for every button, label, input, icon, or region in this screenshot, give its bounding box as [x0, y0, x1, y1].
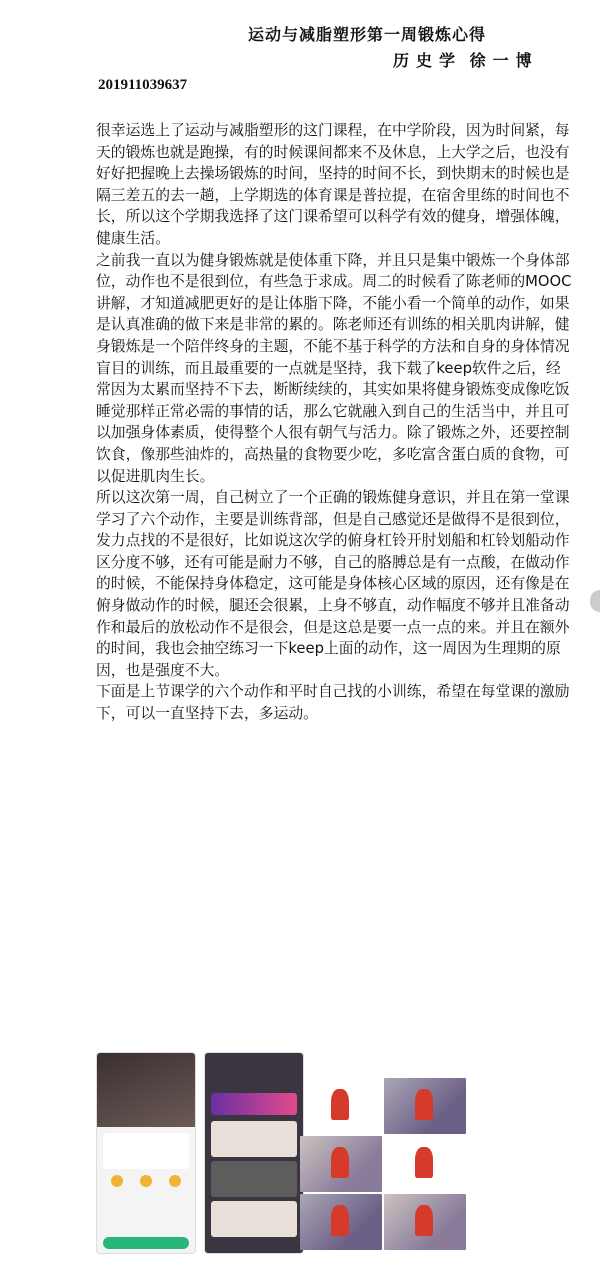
exercise-photo [300, 1194, 382, 1250]
document-title: 运动与减脂塑形第一周锻炼心得 [248, 25, 487, 44]
exercise-photo [384, 1136, 466, 1192]
paragraph-2: 之前我一直以为健身锻炼就是使体重下降，并且只是集中锻炼一个身体部位，动作也不是很到位，有些急于求成。周二的时候看了陈老师的MOOC讲解，才知道减肥更好的是让体脂下降，不能小看一个简单的动作，如果是认真准确的做下来是非常的累的。陈老师还有训练的相关肌肉讲解，健身锻炼是一个陪伴终身的主题，不能不基于科学的方法和自身的身体情况盲目的训练，而且最重要的一点就是坚持，我下载了keep软件之后，经常因为太累而坚持不下去，断断续续的，其实如果将健身锻炼变成像吃饭睡觉那样正常必需的事情的话，那么它就融入到自己的生活当中，并且可以加强身体素质，使得整个人很有朝气与活力。除了锻炼之外，还要控制饮食，像那些油炸的，高热量的食物要少吃，多吃富含蛋白质的食物，可以促进肌肉生长。 [96, 251, 572, 485]
exercise-photo [300, 1136, 382, 1192]
screenshot-course-tile [211, 1201, 297, 1237]
screenshot-banner [211, 1093, 297, 1115]
exercise-photo [300, 1078, 382, 1134]
author-line [393, 48, 539, 71]
screenshot-course-tile [211, 1161, 297, 1197]
screenshot-green-button [103, 1237, 189, 1249]
app-screenshot-checkin [96, 1052, 196, 1254]
scroll-handle[interactable] [590, 590, 600, 612]
exercise-photo-grid [300, 1078, 466, 1250]
student-id: 201911039637 [98, 77, 188, 93]
emoji-icon [169, 1175, 181, 1187]
app-screenshot-courses [204, 1052, 304, 1254]
screenshot-card [103, 1133, 189, 1169]
author-name: 徐一博 [469, 51, 539, 70]
paragraph-3: 所以这次第一周，自己树立了一个正确的锻炼健身意识，并且在第一堂课学习了六个动作，主要是训练背部，但是自己感觉还是做得不是很到位，发力点找的不是很好，比如说这次学的俯身杠铃开肘划船和杠铃划船动作区分度不够，还有可能是耐力不够，自己的胳膊总是有一点酸，在做动作的时候，不能保持身体稳定，这可能是身体核心区域的原因，还有像是在俯身做动作的时候，腿还会很累，上身不够直，动作幅度不够并且准备动作和最后的放松动作不是很会，但是这总是要一点一点的来。并且在额外的时间，我也会抽空练习一下keep上面的动作，这一周因为生理期的原因，也是强度不大。 [96, 489, 570, 679]
exercise-photo [384, 1194, 466, 1250]
emoji-icon [111, 1175, 123, 1187]
screenshot-course-tile [211, 1121, 297, 1157]
author-major: 历史学 [393, 51, 463, 70]
paragraph-4: 下面是上节课学的六个动作和平时自己找的小训练，希望在每堂课的激励下，可以一直坚持下去，多运动。 [96, 683, 570, 723]
screenshot-hero-image [97, 1053, 195, 1127]
exercise-photo [384, 1078, 466, 1134]
photo-collage [96, 1048, 470, 1258]
paragraph-1: 很幸运选上了运动与减脂塑形的这门课程，在中学阶段，因为时间紧，每天的锻炼也就是跑操，有的时候课间都来不及休息，上大学之后，也没有好好把握晚上去操场锻炼的时间，坚持的时间不长，到快期末的时候也是隔三差五的去一趟，上学期选的体育课是普拉提，在宿舍里练的时间也不长，所以这个学期我选择了这门课希望可以科学有效的健身，增强体魄，健康生活。 [96, 122, 570, 247]
emoji-icon [140, 1175, 152, 1187]
emoji-row [103, 1175, 189, 1187]
essay-body [96, 120, 572, 725]
